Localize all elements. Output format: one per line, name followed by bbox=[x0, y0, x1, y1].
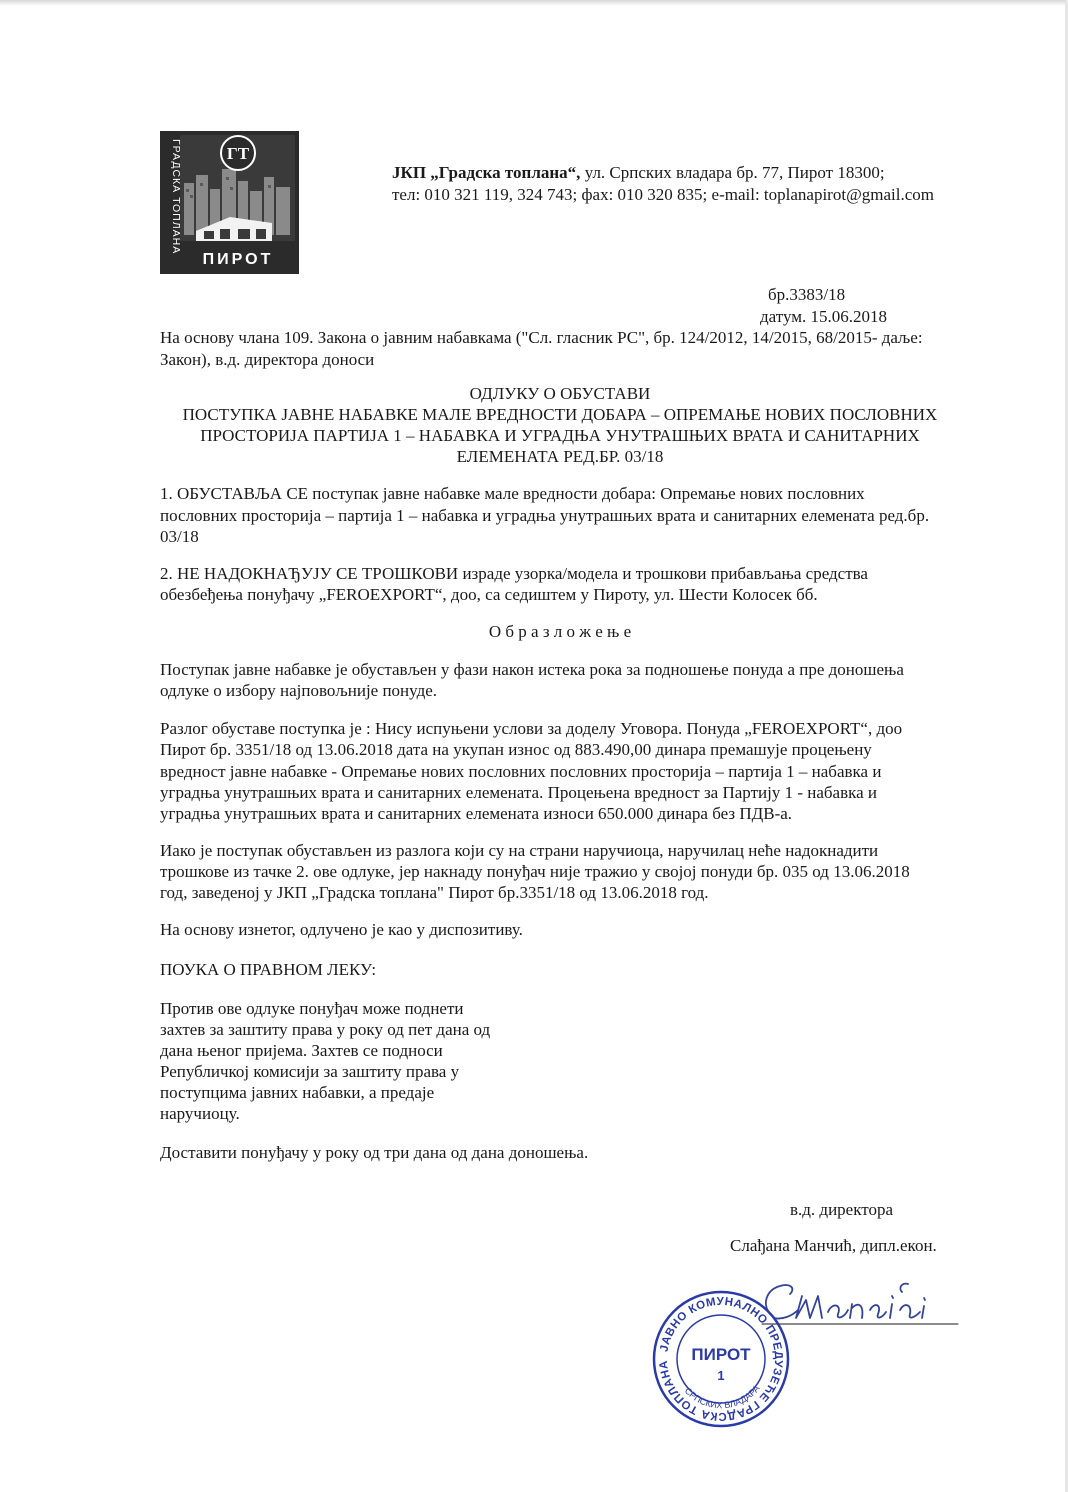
reasoning-heading: О б р а з л о ж е њ е bbox=[488, 622, 632, 641]
intro-line: Закон), в.д. директора доноси bbox=[160, 350, 375, 369]
para2-line: уградња унутрашњих врата и санитарних елемената износи 650.000 динара без ПДВ-а. bbox=[160, 804, 793, 823]
intro-line: На основу члана 109. Закона о јавним набавкама ("Сл. гласник РС", бр. 124/2012, 14/2015, 68/2015- даље: bbox=[160, 328, 923, 347]
company-name: ЈКП „Градска топлана“, bbox=[392, 163, 581, 182]
para1-line: Поступак јавне набавке је обустављен у фази након истека рока за подношење понуда а пре доношења bbox=[160, 660, 904, 679]
document-number: бр.3383/18 bbox=[768, 285, 846, 304]
company-contacts: тел: 010 321 119, 324 743; фах: 010 320 835; e-mail: toplanapirot@gmail.com bbox=[392, 185, 934, 204]
item2-line: обезбеђења понуђачу „FEROEXPORT“, доо, са седиштем у Пироту, ул. Шести Колосек бб. bbox=[160, 585, 818, 604]
legal-remedy-line: захтев за заштиту права у року од пет дана од bbox=[160, 1020, 491, 1039]
title-line: ПОСТУПКА ЈАВНЕ НАБАВКЕ МАЛЕ ВРЕДНОСТИ ДОБАРА – ОПРЕМАЊЕ НОВИХ ПОСЛОВНИХ bbox=[182, 405, 938, 424]
company-logo bbox=[160, 131, 299, 274]
stamp-mark: 1 bbox=[717, 1368, 725, 1383]
legal-remedy-line: поступцима јавних набавки, а предаје bbox=[160, 1083, 435, 1102]
title-line: ЕЛЕМЕНАТА РЕД.БР. 03/18 bbox=[456, 447, 664, 466]
signatory-name: Слађана Манчић, дипл.екон. bbox=[730, 1236, 937, 1255]
para3-line: Иако је поступак обустављен из разлога који су на страни наручиоца, наручилац неће надокнадити bbox=[160, 841, 879, 860]
document-date: датум. 15.06.2018 bbox=[760, 307, 887, 326]
para2-line: уградња унутрашњих врата и санитарних елемената. Процењена вредност за Партију 1 - набавка и bbox=[160, 783, 877, 802]
item1-line: 03/18 bbox=[160, 527, 199, 546]
item1-line: пословних просторија – партија 1 – набавка и уградња унутрашњих врата и санитарних елемената ред.бр. bbox=[160, 506, 930, 525]
delivery-instruction: Доставити понуђачу у року од три дана од дана доношења. bbox=[160, 1143, 589, 1162]
para2-line: Разлог обуставе поступка је : Нису испуњени услови за доделу Уговора. Понуда „FEROEXPORT“, доо bbox=[160, 719, 903, 738]
para3-line: трошкове из тачке 2. ове одлуке, јер накнаду понуђач није тражио у својој понуди бр. 035 од 13.06.2018 bbox=[160, 862, 910, 881]
para2-line: вредност јавне набавке - Опремање нових пословних пословних просторија – партија 1 – набавка и bbox=[160, 762, 882, 781]
letterhead-line-1 bbox=[392, 162, 885, 183]
logo-vertical-text: ГРАДСКА ТОПЛАНА bbox=[170, 139, 182, 255]
para3-line: год, заведеној у ЈКП „Градска топлана" Пирот бр.3351/18 од 13.06.2018 год. bbox=[160, 883, 709, 902]
scan-edge-top bbox=[0, 0, 1068, 6]
para4: На основу изнетог, одлучено је као у диспозитиву. bbox=[160, 920, 523, 939]
title-line: ОДЛУКУ О ОБУСТАВИ bbox=[469, 384, 651, 403]
para1-line: одлуке о избору најповољније понуде. bbox=[160, 681, 438, 700]
title-line: ПРОСТОРИЈА ПАРТИЈА 1 – НАБАВКА И УГРАДЊА УНУТРАШЊИХ ВРАТА И САНИТАРНИХ bbox=[200, 426, 920, 445]
stamp-ring-text: ЈАВНО КОМУНАЛНО ПРЕДУЗЕЋЕ ГРАДСКА ТОПЛАНА bbox=[657, 1295, 785, 1423]
signatory-role: в.д. директора bbox=[790, 1200, 894, 1219]
legal-remedy-heading: ПОУКА О ПРАВНОМ ЛЕКУ: bbox=[160, 960, 377, 979]
logo-city: ПИРОТ bbox=[202, 251, 274, 268]
item1-line: 1. ОБУСТАВЉА СЕ поступак јавне набавке мале вредности добара: Опремање нових пословних bbox=[160, 484, 865, 503]
company-address: ул. Српских владара бр. 77, Пирот 18300; bbox=[580, 163, 885, 182]
para2-line: Пирот бр. 3351/18 од 13.06.2018 дата на укупан износ од 883.490,00 динара премашује процењену bbox=[160, 740, 872, 759]
logo-monogram: ГТ bbox=[226, 144, 250, 163]
legal-remedy-line: дана њеног пријема. Захтев се подноси bbox=[160, 1041, 443, 1060]
stamp-bottom-text: СРПСКИХ ВЛАДАРА bbox=[682, 1383, 762, 1411]
legal-remedy-line: наручиоцу. bbox=[160, 1104, 240, 1123]
legal-remedy-line: Против ове одлуке понуђач може поднети bbox=[160, 999, 464, 1018]
legal-remedy-line: Републичкој комисији за заштиту права у bbox=[160, 1062, 460, 1081]
official-stamp bbox=[650, 1288, 792, 1430]
item2-line: 2. НЕ НАДОКНАЂУЈУ СЕ ТРОШКОВИ израде узорка/модела и трошкови прибављања средства bbox=[160, 564, 868, 583]
stamp-city: ПИРОТ bbox=[691, 1345, 751, 1364]
